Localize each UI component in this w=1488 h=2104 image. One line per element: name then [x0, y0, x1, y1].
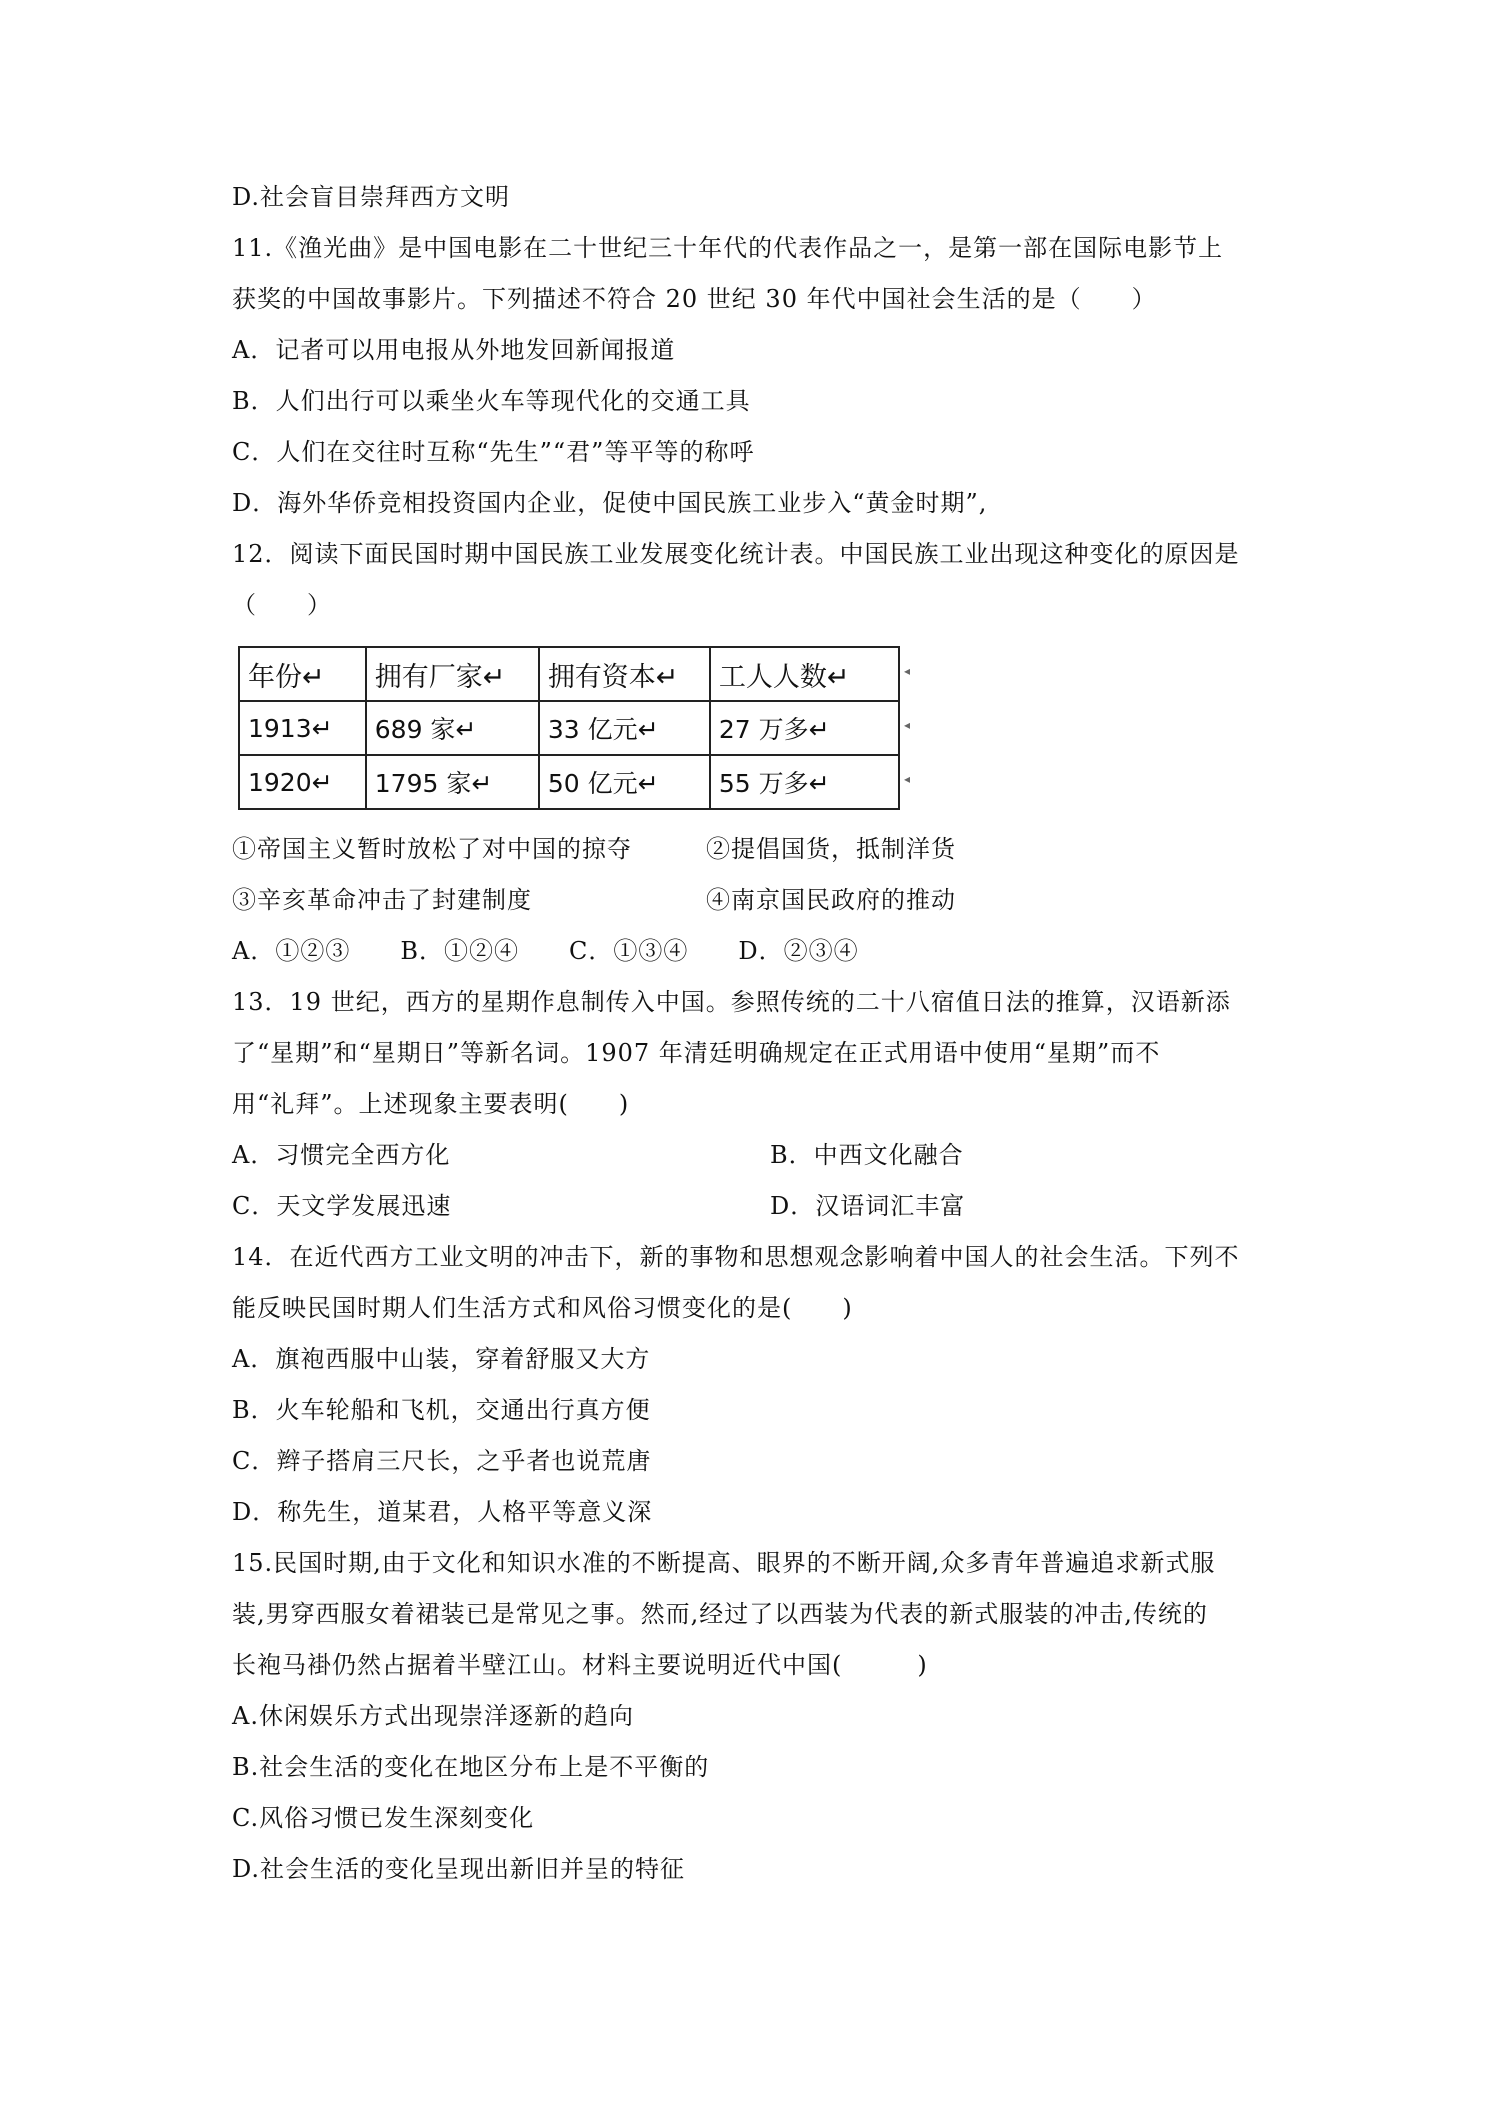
table-cell: 1913↵	[239, 701, 366, 755]
table-cell: 55 万多↵	[710, 755, 899, 809]
q13-option-b: B．中西文化融合	[770, 1141, 964, 1169]
q13-stem-line2: 了“星期”和“星期日”等新名词。1907 年清廷明确规定在正式用语中使用“星期”而不	[232, 1039, 1161, 1067]
q12-stem-line1: 12．阅读下面民国时期中国民族工业发展变化统计表。中国民族工业出现这种变化的原因是	[232, 540, 1240, 568]
q10-option-d: D.社会盲目崇拜西方文明	[232, 183, 511, 211]
q14-option-b: B．火车轮船和飞机，交通出行真方便	[232, 1396, 651, 1424]
q15-option-c: C.风俗习惯已发生深刻变化	[232, 1804, 535, 1832]
table-cell: 1920↵	[239, 755, 366, 809]
row-end-mark: ◂	[904, 664, 911, 678]
q15-option-a: A.休闲娱乐方式出现崇洋逐新的趋向	[232, 1702, 634, 1730]
q13-stem-line1: 13．19 世纪，西方的星期作息制传入中国。参照传统的二十八宿值日法的推算，汉语新添	[232, 988, 1231, 1016]
q13-option-c: C．天文学发展迅速	[232, 1192, 452, 1220]
q12-statement-3: ③辛亥革命冲击了封建制度	[232, 886, 532, 914]
row-end-mark: ◂	[904, 718, 911, 732]
q13-option-a: A．习惯完全西方化	[232, 1141, 451, 1169]
row-end-mark: ◂	[904, 772, 911, 786]
q12-statement-4: ④南京国民政府的推动	[706, 886, 956, 914]
q15-stem-line2: 装,男穿西服女着裙装已是常见之事。然而,经过了以西装为代表的新式服装的冲击,传统的	[232, 1600, 1208, 1628]
table-row	[239, 701, 899, 755]
industry-stat-table	[238, 646, 900, 810]
table-header-cell: 拥有厂家↵	[366, 647, 539, 701]
q15-option-b: B.社会生活的变化在地区分布上是不平衡的	[232, 1753, 710, 1781]
q15-option-d: D.社会生活的变化呈现出新旧并呈的特征	[232, 1855, 686, 1883]
q11-stem-line2: 获奖的中国故事影片。下列描述不符合 20 世纪 30 年代中国社会生活的是（ ）	[232, 285, 1157, 313]
table-cell: 689 家↵	[366, 701, 539, 755]
q12-statement-1: ①帝国主义暂时放松了对中国的掠夺	[232, 835, 632, 863]
q15-stem-line1: 15.民国时期,由于文化和知识水准的不断提高、眼界的不断开阔,众多青年普遍追求新式服	[232, 1549, 1216, 1577]
table-header-cell: 年份↵	[239, 647, 366, 701]
table-cell: 33 亿元↵	[539, 701, 710, 755]
q14-option-c: C．辫子搭肩三尺长，之乎者也说荒唐	[232, 1447, 652, 1475]
q11-option-b: B．人们出行可以乘坐火车等现代化的交通工具	[232, 387, 751, 415]
q12-stem-line2: （ ）	[232, 591, 332, 619]
q13-stem-line3: 用“礼拜”。上述现象主要表明( )	[232, 1090, 630, 1118]
q14-stem-line2: 能反映民国时期人们生活方式和风俗习惯变化的是( )	[232, 1294, 853, 1322]
q14-stem-line1: 14．在近代西方工业文明的冲击下，新的事物和思想观念影响着中国人的社会生活。下列不	[232, 1243, 1240, 1271]
table-cell: 50 亿元↵	[539, 755, 710, 809]
q11-option-d: D．海外华侨竞相投资国内企业，促使中国民族工业步入“黄金时期”,	[232, 489, 988, 517]
q11-option-c: C．人们在交往时互称“先生”“君”等平等的称呼	[232, 438, 755, 466]
q11-stem-line1: 11.《渔光曲》是中国电影在二十世纪三十年代的代表作品之一，是第一部在国际电影节上	[232, 234, 1224, 262]
q13-option-d: D．汉语词汇丰富	[770, 1192, 966, 1220]
q14-option-d: D．称先生，道某君，人格平等意义深	[232, 1498, 653, 1526]
q15-stem-line3: 长袍马褂仍然占据着半壁江山。材料主要说明近代中国( )	[232, 1651, 928, 1679]
table-header-row	[239, 647, 899, 701]
q11-option-a: A．记者可以用电报从外地发回新闻报道	[232, 336, 676, 364]
table-cell: 27 万多↵	[710, 701, 899, 755]
table-row	[239, 755, 899, 809]
q14-option-a: A．旗袍西服中山装，穿着舒服又大方	[232, 1345, 651, 1373]
table-header-cell: 拥有资本↵	[539, 647, 710, 701]
table-cell: 1795 家↵	[366, 755, 539, 809]
table-header-cell: 工人人数↵	[710, 647, 899, 701]
q12-statement-2: ②提倡国货，抵制洋货	[706, 835, 956, 863]
q12-answer-options: A．①②③ B．①②④ C．①③④ D．②③④	[232, 937, 859, 965]
